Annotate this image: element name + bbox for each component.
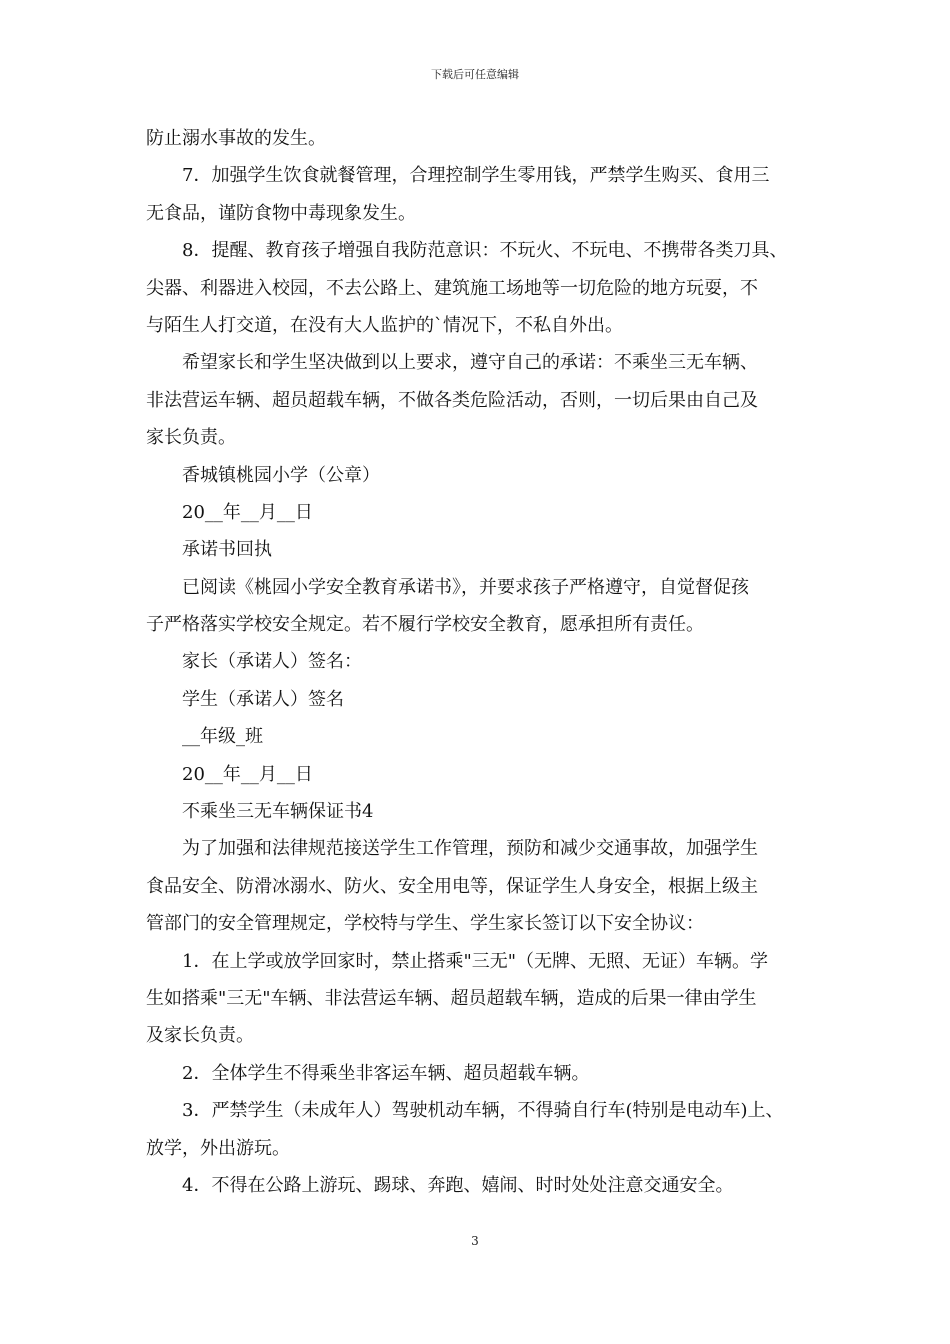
- text-line: 希望家长和学生坚决做到以上要求，遵守自己的承诺：不乘坐三无车辆、: [182, 352, 758, 374]
- page-number: 3: [471, 1234, 479, 1248]
- text-line: 已阅读《桃园小学安全教育承诺书》，并要求孩子严格遵守，自觉督促孩: [182, 576, 749, 598]
- text-line: 无食品，谨防食物中毒现象发生。: [146, 202, 416, 224]
- text-line: 家长负责。: [146, 427, 236, 449]
- document-body: [146, 120, 816, 1204]
- text-line: 7．加强学生饮食就餐管理，合理控制学生零用钱，严禁学生购买、食用三: [182, 165, 770, 187]
- text-line: 不乘坐三无车辆保证书4: [182, 801, 374, 823]
- text-line: 2．全体学生不得乘坐非客运车辆、超员超载车辆。: [182, 1062, 590, 1084]
- text-line: 香城镇桃园小学（公章）: [182, 464, 380, 486]
- text-line: 食品安全、防滑冰溺水、防火、安全用电等，保证学生人身安全，根据上级主: [146, 875, 758, 897]
- text-line: 生如搭乘"三无"车辆、非法营运车辆、超员超载车辆，造成的后果一律由学生: [146, 987, 757, 1009]
- text-line: 防止溺水事故的发生。: [146, 128, 326, 149]
- page-header: 下载后可任意编辑: [431, 68, 519, 81]
- text-line: 家长（承诺人）签名：: [182, 651, 362, 673]
- text-line: __年级_班: [182, 726, 263, 748]
- text-line: 4．不得在公路上游玩、踢球、奔跑、嬉闹、时时处处注意交通安全。: [182, 1174, 734, 1196]
- text-line: 管部门的安全管理规定，学校特与学生、学生家长签订以下安全协议：: [146, 913, 704, 935]
- text-line: 承诺书回执: [182, 539, 272, 561]
- text-line: 3．严禁学生（未成年人）驾驶机动车辆，不得骑自行车(特别是电动车)上、: [182, 1100, 784, 1122]
- text-line: 非法营运车辆、超员超载车辆，不做各类危险活动，否则，一切后果由自己及: [146, 389, 758, 411]
- text-line: 8．提醒、教育孩子增强自我防范意识：不玩火、不玩电、不携带各类刀具、: [182, 240, 788, 262]
- text-line: 子严格落实学校安全规定。若不履行学校安全教育，愿承担所有责任。: [146, 614, 704, 636]
- text-line: 与陌生人打交道，在没有大人监护的`情况下，不私自外出。: [146, 314, 623, 336]
- text-line: 尖器、利器进入校园，不去公路上、建筑施工场地等一切危险的地方玩耍，不: [146, 277, 758, 299]
- text-line: 20__年__月__日: [182, 763, 313, 785]
- text-line: 学生（承诺人）签名: [182, 688, 344, 710]
- text-line: 为了加强和法律规范接送学生工作管理，预防和减少交通事故，加强学生: [182, 838, 758, 860]
- text-line: 1．在上学或放学回家时，禁止搭乘"三无"（无牌、无照、无证）车辆。学: [182, 950, 769, 972]
- text-line: 放学，外出游玩。: [146, 1137, 290, 1159]
- text-line: 20__年__月__日: [182, 501, 313, 523]
- text-line: 及家长负责。: [146, 1025, 254, 1047]
